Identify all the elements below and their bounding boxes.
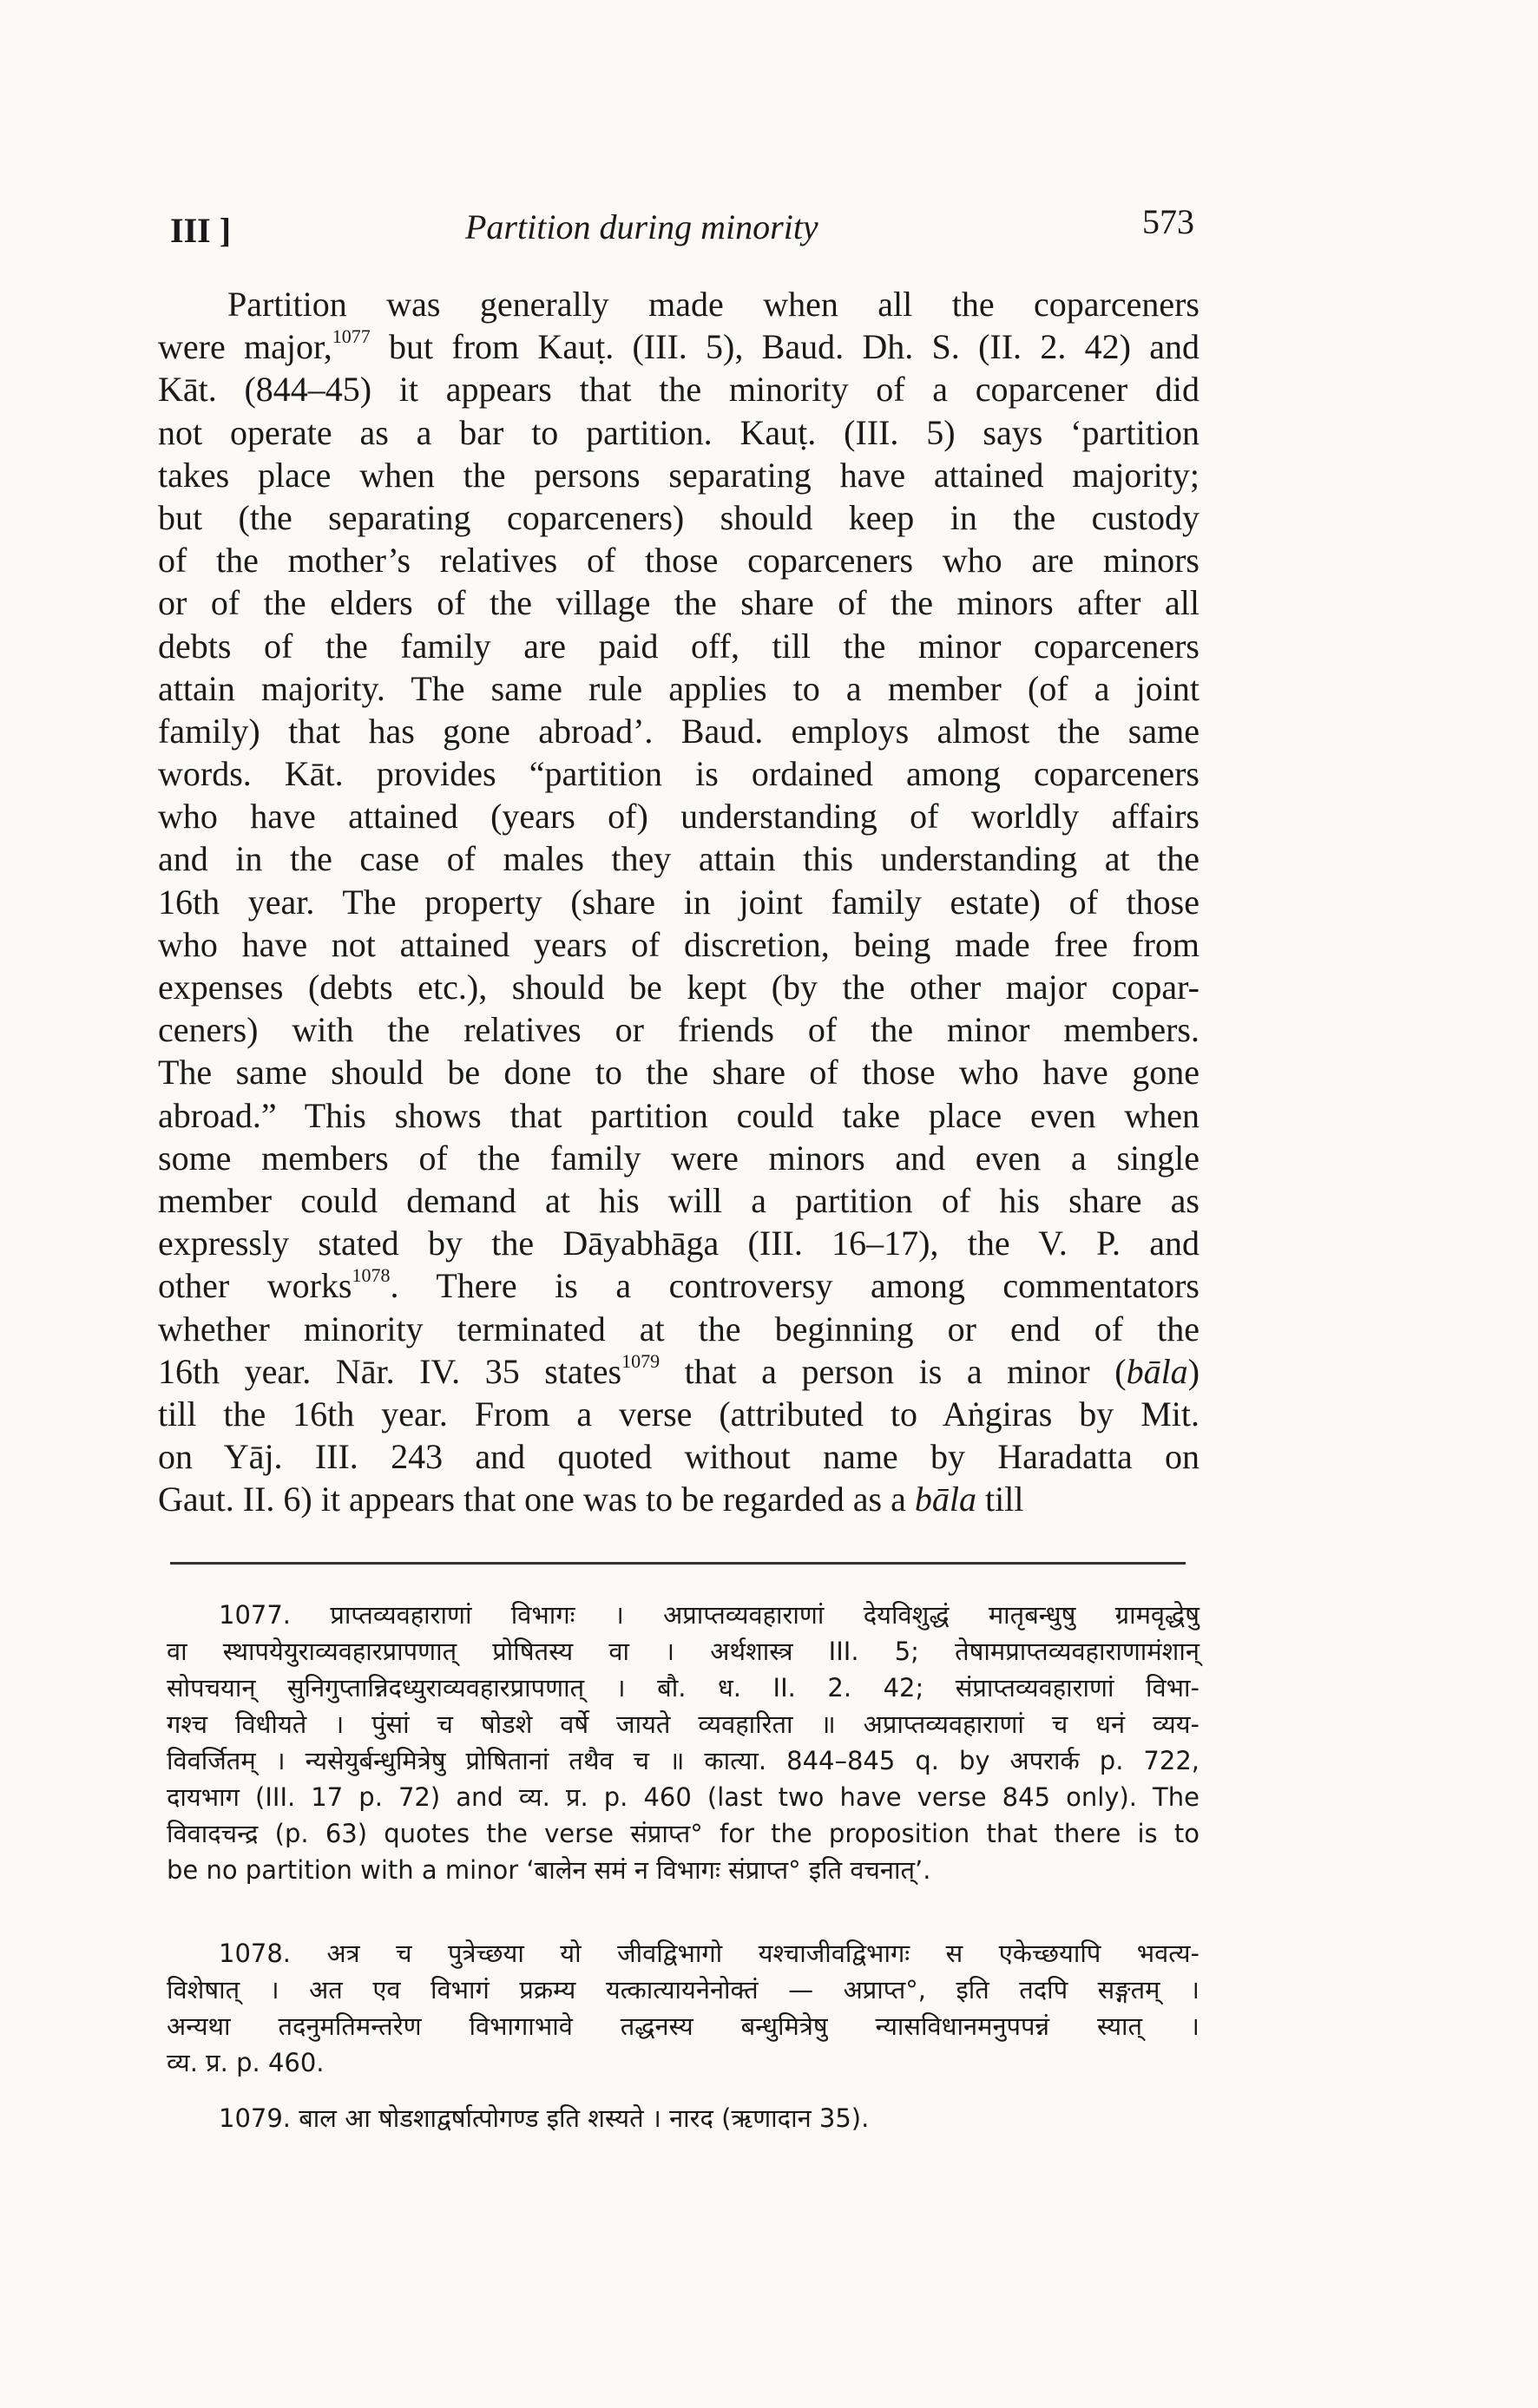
footnote-line: 1079. बाल आ षोडशाद्वर्षात्पोगण्ड इति शस्यते । नारद (ऋणादान 35).	[219, 2103, 870, 2133]
text-line: who have not attained years of discretion, being made free from	[158, 924, 1200, 964]
chapter-marker: III ]	[170, 211, 232, 250]
footnote-line: अन्यथा तदनुमतिमन्तरेण विभागाभावे तद्धनस्य बन्धुमित्रेषु न्यासविधानमनुपपन्नं स्यात् ।	[167, 2011, 1200, 2041]
text-segment: other works	[158, 1266, 352, 1306]
text-line	[158, 1478, 1200, 1520]
running-header	[170, 201, 1194, 253]
text-line: of the mother’s relatives of those coparceners who are minors	[158, 541, 1200, 581]
footnote-1079	[167, 2100, 1200, 2136]
text-segment: but from Kauṭ. (III. 5), Baud. Dh. S. (II. 2. 42) and	[370, 327, 1200, 367]
text-line: on Yāj. III. 243 and quoted without name by Haradatta on	[158, 1437, 1200, 1477]
text-line: but (the separating coparceners) should keep in the custody	[158, 497, 1200, 537]
italic-term: bāla	[914, 1480, 976, 1519]
text-segment: )	[1187, 1351, 1200, 1391]
text-line: who have attained (years of) understanding of worldly affairs	[158, 797, 1200, 837]
running-title: Partition during minority	[465, 207, 818, 246]
text-line: Kāt. (844–45) it appears that the minority of a coparcener did	[158, 370, 1200, 410]
text-line	[158, 1264, 1200, 1307]
text-line: 16th year. The property (share in joint family estate) of those	[158, 882, 1200, 922]
footnote-line: be no partition with a minor ‘बालेन समं न विभागः संप्राप्त° इति वचनात्’.	[167, 1855, 931, 1885]
page-number: 573	[1142, 202, 1194, 241]
text-line: whether minority terminated at the beginning or end of the	[158, 1309, 1200, 1348]
text-line: and in the case of males they attain this understanding at the	[158, 839, 1200, 879]
footnote-1078	[167, 1935, 1200, 2081]
text-line: takes place when the persons separating have attained majority;	[158, 455, 1200, 495]
italic-term: bāla	[1126, 1351, 1188, 1391]
text-line: The same should be done to the share of those who have gone	[158, 1053, 1200, 1092]
text-line: expenses (debts etc.), should be kept (by the other major copar-	[158, 968, 1200, 1007]
footnote-line: दायभाग (III. 17 p. 72) and व्य. प्र. p. 460 (last two have verse 845 only). The	[167, 1782, 1200, 1812]
text-segment: . There is a controversy among commentators	[390, 1266, 1200, 1306]
footnote-ref-1079[interactable]: 1079	[621, 1349, 661, 1372]
footnote-line: सोपचयान् सुनिगुप्तान्निदध्युराव्यवहारप्रापणात् । बौ. ध. II. 2. 42; संप्राप्तव्यवहाराणां विभा-	[167, 1673, 1200, 1703]
text-line: expressly stated by the Dāyabhāga (III. 16–17), the V. P. and	[158, 1224, 1200, 1263]
text-segment: 16th year. Nār. IV. 35 states	[158, 1351, 622, 1391]
text-line: ceners) with the relatives or friends of the minor members.	[158, 1010, 1200, 1050]
text-line: Partition was generally made when all the coparceners	[227, 285, 1200, 324]
text-line: attain majority. The same rule applies to a member (of a joint	[158, 668, 1200, 708]
text-line: some members of the family were minors and even a single	[158, 1138, 1200, 1178]
footnote-line: व्य. प्र. p. 460.	[167, 2048, 325, 2077]
text-line: words. Kāt. provides “partition is ordained among coparceners	[158, 754, 1200, 794]
text-segment: till	[976, 1480, 1024, 1519]
main-text	[158, 283, 1200, 1520]
footnote-line: विवर्जितम् । न्यसेयुर्बन्धुमित्रेषु प्रोषितानां तथैव च ॥ कात्या. 844–845 q. by अपरार्क p. 722,	[167, 1746, 1200, 1775]
text-line	[158, 325, 1200, 368]
text-line: family) that has gone abroad’. Baud. employs almost the same	[158, 711, 1200, 751]
text-line: debts of the family are paid off, till the minor coparceners	[158, 626, 1200, 666]
text-line: or of the elders of the village the share of the minors after all	[158, 583, 1200, 623]
text-line: till the 16th year. From a verse (attributed to Aṅgiras by Mit.	[158, 1394, 1200, 1434]
footnote-line: 1077. प्राप्तव्यवहाराणां विभागः । अप्राप्तव्यवहाराणां देयविशुद्धं मातृबन्धुषु ग्रामवृद्धेषु	[219, 1600, 1200, 1630]
footnote-ref-1077[interactable]: 1077	[332, 325, 371, 348]
footnote-line: विवादचन्द्र (p. 63) quotes the verse संप्राप्त° for the proposition that there is to	[167, 1819, 1200, 1848]
text-line: not operate as a bar to partition. Kauṭ. (III. 5) says ‘partition	[158, 412, 1200, 452]
text-line	[158, 1350, 1200, 1393]
footnote-1077	[167, 1597, 1200, 1888]
text-line: member could demand at his will a partition of his share as	[158, 1180, 1200, 1220]
footnote-divider	[170, 1562, 1186, 1565]
text-line: abroad.” This shows that partition could take place even when	[158, 1095, 1200, 1135]
text-segment: that a person is a minor (	[660, 1351, 1127, 1391]
footnote-line: विशेषात् । अत एव विभागं प्रक्रम्य यत्कात्यायनेनोक्तं — अप्राप्त°, इति तदपि सङ्गतम् ।	[167, 1975, 1200, 2004]
footnote-line: 1078. अत्र च पुत्रेच्छया यो जीवद्विभागो यश्चाजीवद्विभागः स एकेच्छयापि भवत्य-	[219, 1939, 1200, 1968]
footnote-line: गश्च विधीयते । पुंसां च षोडशे वर्षे जायते व्यवहारिता ॥ अप्राप्तव्यवहाराणां च धनं व्यय-	[167, 1709, 1200, 1739]
text-segment: Gaut. II. 6) it appears that one was to be regarded as a	[158, 1480, 906, 1519]
footnote-ref-1078[interactable]: 1078	[352, 1264, 391, 1287]
footnote-line: वा स्थापयेयुराव्यवहारप्रापणात् प्रोषितस्य वा । अर्थशास्त्र III. 5; तेषामप्राप्तव्यवहाराणामंशान्	[167, 1637, 1200, 1666]
text-segment: were major,	[158, 327, 332, 367]
